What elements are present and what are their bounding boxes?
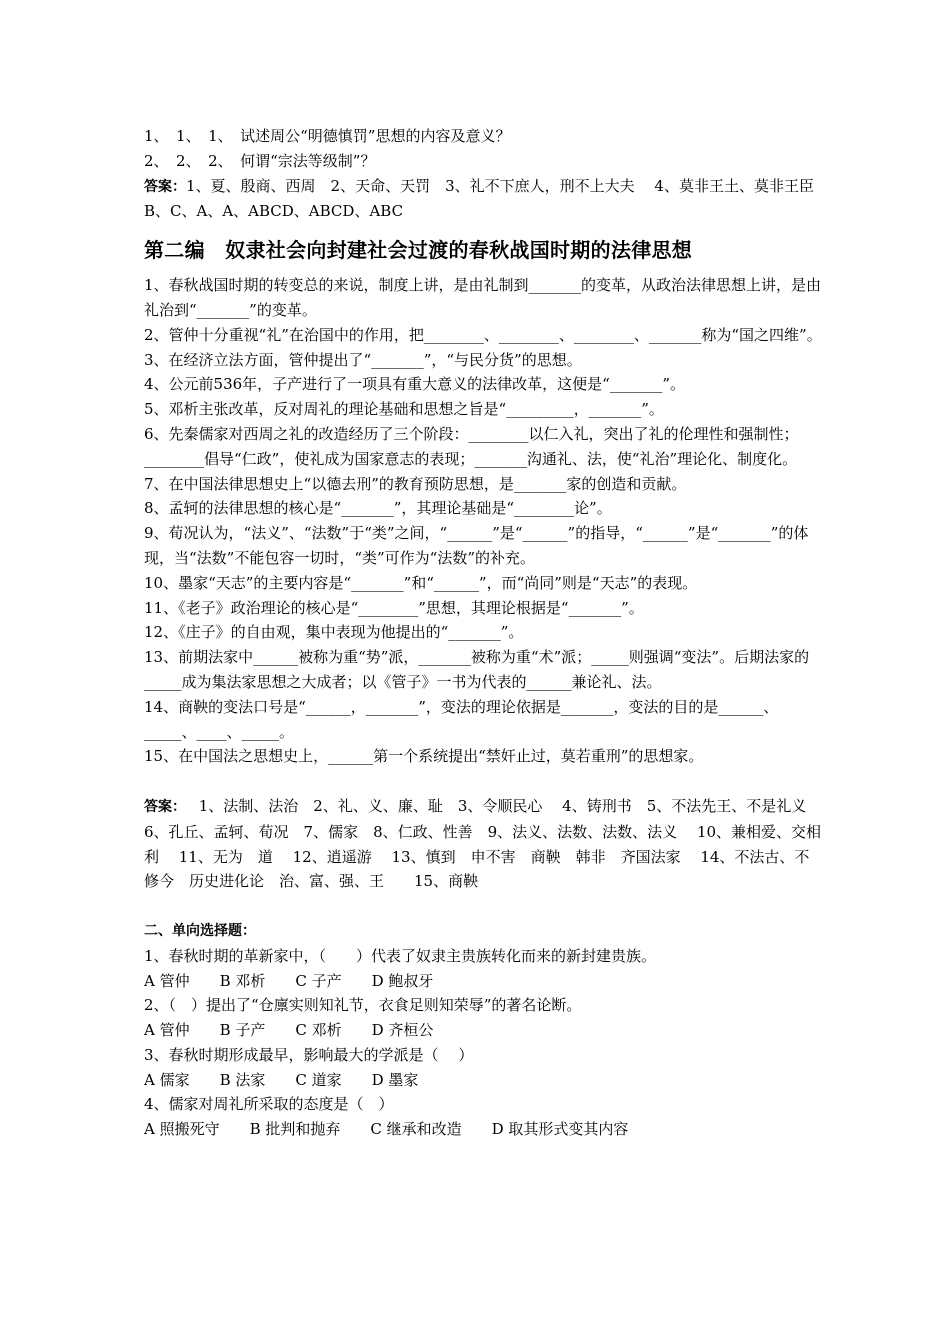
spacer [144, 894, 824, 919]
mc-question: 3、春秋时期形成最早，影响最大的学派是（ ） [144, 1045, 474, 1064]
answer-block [144, 794, 824, 894]
answer-label: 答案： [144, 178, 186, 195]
mc-question: 2、（ ）提出了“仓廪实则知礼节，衣食足则知荣辱”的著名论断。 [144, 996, 582, 1015]
answer-label: 答案： [144, 798, 179, 815]
fill-blank-question: 13、前期法家中______被称为重“势”派，_______被称为重“术”派；_____则强调“变法”。后期法家的_____成为集法家思想之大成者；以《管子》一书为代表的______兼论礼、法。 [144, 648, 810, 691]
fill-blank-question: 2、管仲十分重视“礼”在治国中的作用，把________、________、________、_______称为“国之四维”。 [144, 325, 822, 344]
fill-blank-question: 14、商鞅的变法口号是“______，_______”，变法的理论依据是_______，变法的目的是______、_____、____、_____。 [144, 697, 779, 741]
answer-text: 1、夏、殷商、西周 2、天命、天罚 3、礼不下庶人，刑不上大夫 4、莫非王土、莫非王臣 B、C、A、A、ABCD、ABCD、ABC [144, 176, 834, 221]
fill-blank-question: 12、《庄子》的自由观，集中表现为他提出的“_______”。 [144, 623, 524, 642]
review-question: 2、 2、 2、 何谓“宗法等级制”？ [144, 151, 376, 170]
mc-question: 1、春秋时期的革新家中，（ ）代表了奴隶主贵族转化而来的新封建贵族。 [144, 946, 657, 965]
fill-blank-question: 3、在经济立法方面，管仲提出了“_______”，“与民分货”的思想。 [144, 350, 582, 369]
fill-blank-question: 5、邓析主张改革，反对周礼的理论基础和思想之旨是“_________，_______”。 [144, 400, 664, 419]
fill-blank-question: 9、荀况认为，“法义”、“法数”于“类”之间，“______”是“______”的指导，“______”是“_______”的体现，当“法数”不能包容一切时，“类”可作为“法数”的补充。 [144, 524, 809, 567]
fill-blank-question: 1、春秋战国时期的转变总的来说，制度上讲，是由礼制到_______的变革，从政治法律思想上讲，是由礼治到“_______”的变革。 [144, 276, 822, 319]
spacer [144, 769, 824, 794]
mc-question: 4、儒家对周礼所采取的态度是（ ） [144, 1095, 394, 1114]
fill-blank-question: 10、墨家“天志”的主要内容是“_______”和“______”，而“尚同”则是“天志”的表现。 [144, 573, 698, 592]
fill-blank-question: 8、孟轲的法律思想的核心是“_______”，其理论基础是“________论”。 [144, 499, 612, 518]
mc-options: A 管仲 B 子产 C 邓析 D 齐桓公 [144, 1021, 434, 1040]
mc-options: A 照搬死守 B 批判和抛弃 C 继承和改造 D 取其形式变其内容 [144, 1120, 629, 1139]
fill-blank-question: 4、公元前536年，子产进行了一项具有重大意义的法律改革，这便是“_______”。 [144, 375, 686, 394]
review-question: 1、 1、 1、 试述周公“明德慎罚”思想的内容及意义？ [144, 127, 511, 145]
section-title: 第二编 奴隶社会向封建社会过渡的春秋战国时期的法律思想 [144, 238, 693, 263]
fill-blank-question: 7、在中国法律思想史上“以德去刑”的教育预防思想，是_______家的创造和贡献。 [144, 474, 687, 493]
fill-blank-question: 11、《老子》政治理论的核心是“________”思想，其理论根据是“_______”。 [144, 598, 644, 617]
document-page [144, 124, 834, 1142]
mc-options: A 管仲 B 邓析 C 子产 D 鲍叔牙 [144, 971, 434, 990]
mc-heading: 二、单向选择题： [144, 922, 256, 939]
answer-text: 1、法制、法治 2、礼、义、廉、耻 3、令顺民心 4、铸刑书 5、不法先王、不是礼义 6、孔丘、孟轲、荀况 7、儒家 8、仁政、性善 9、法义、法数、法数、法义 10、兼相爱、交相利 11、无为 道 12、逍遥游 13、慎到 申不害 商鞅 韩非 齐国法家 14、不法古、不修今 历史进化论 治、富、强、王 15、商鞅 [144, 796, 822, 891]
mc-options: A 儒家 B 法家 C 道家 D 墨家 [144, 1070, 419, 1089]
answer-block [144, 174, 834, 225]
fill-blank-question: 6、先秦儒家对西周之礼的改造经历了三个阶段：________以仁入礼，突出了礼的伦理性和强制性；________倡导“仁政”，使礼成为国家意志的表现；_______沟通礼、法，使“礼治”理论化、制度化。 [144, 424, 799, 468]
fill-blank-question: 15、在中国法之思想史上，______第一个系统提出“禁奸止过，莫若重刑”的思想家。 [144, 747, 704, 766]
